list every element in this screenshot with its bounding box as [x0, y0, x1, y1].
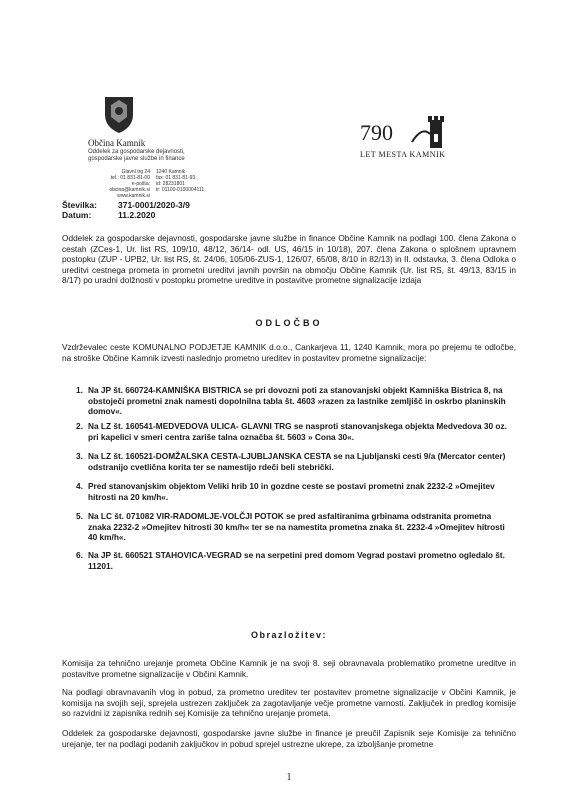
- item-text: Pred stanovanjskim objektom Veliki hrib 10 in gozdne ceste se postavi prometni znak 2232-2 »Omejitev hitrosti na 20 km/h«.: [88, 481, 495, 502]
- date-label: Datum:: [62, 210, 92, 220]
- contact-web: www.kamnik.si: [117, 193, 150, 199]
- contact-fax: fax: 01 831-81-93: [156, 175, 196, 181]
- item-text: Na LC št. 071082 VIR-RADOMLJE-VOLČJI POTOK se pred asfaltiranima grbinama odstranita prometna znaka 2232-2 »Omejitev hitrosti 30 km/h« ter se na namestita prometna znaka št. 2232-4 »Omejitev hitrosti 40 km/h«.: [88, 511, 505, 543]
- contact-account: tr: 01100-0100004111: [156, 187, 205, 193]
- contact-address: Glavni trg 24: [121, 169, 150, 175]
- anniversary-text: LET MESTA KAMNIK: [360, 150, 446, 159]
- item-number: 1.: [76, 385, 83, 395]
- contact-phone: tel.: 01 831-81-00: [110, 175, 150, 181]
- org-name: Občina Kamnik: [88, 138, 146, 148]
- item-text: Na LZ št. 160541-MEDVEDOVA ULICA- GLAVNI TRG se nasproti stanovanjskega objekta Medvedova 30 oz. pri kapelici v smeri centra zariše talna označba št. 5603 » Cona 30«.: [88, 421, 507, 442]
- item-number: 5.: [76, 511, 83, 521]
- dept-line-1: Oddelek za gospodarske dejavnosti,: [88, 149, 185, 155]
- reasoning-paragraph-3: Oddelek za gospodarske dejavnosti, gospodarske javne službe in finance je preučil Zapisnik seje Komisije za tehnično urejanje, ter na podlagi podanih zaključkov in pobud sprejel ustrezne ukrepe, za izboljšanje prometne: [62, 728, 516, 749]
- municipality-crest-logo: [102, 93, 136, 135]
- decision-item-3: [76, 451, 508, 472]
- decision-item-2: [76, 421, 508, 442]
- dept-line-2: gospodarske javne službe in finance: [88, 156, 185, 162]
- castle-tower-icon: [408, 112, 468, 150]
- anniversary-number: 790: [360, 120, 393, 145]
- contact-email: e-pošta: obcina@kamnik.si: [109, 181, 150, 193]
- item-number: 6.: [76, 550, 83, 560]
- anniversary-logo: [352, 112, 472, 168]
- date-value: 11.2.2020: [118, 210, 156, 220]
- reasoning-paragraph-1: Komisija za tehnično urejanje prometa Občine Kamnik je na svoji 8. seji obravnavala problematiko prometne ureditve in postavitve prometne signalizacije v Občini Kamnik.: [62, 658, 516, 679]
- decision-intro: Vzdrževalec ceste KOMUNALNO PODJETJE KAMNIK d.o.o., Cankarjeva 11, 1240 Kamnik, mora po prejemu te odločbe, na stroške Občine Kamnik izvesti naslednjo prometno ureditev in postavitev prometne signalizacije:: [62, 342, 516, 363]
- contact-id: id: 28231801: [156, 181, 185, 187]
- decision-item-5: [76, 511, 508, 543]
- item-text: Na LZ št. 160521-DOMŽALSKA CESTA-LJUBLJANSKA CESTA se na Ljubljanski cesti 9/a (Mercator center) odstranijo cvetlična korita ter se namestijo rdeči beli stebrički.: [88, 451, 506, 472]
- decision-title: ODLOČBO: [255, 318, 323, 328]
- item-text: Na JP št. 660724-KAMNIŠKA BISTRICA se pri dovozni poti za stanovanjski objekt Kamniška Bistrica 8, na obstoječi prometni znak namesti dopolnilna tabla št. 4603 »razen za lastnike zemljišč in oskrbo planinskih domov«.: [88, 385, 506, 417]
- item-number: 2.: [76, 421, 83, 431]
- intro-paragraph: Oddelek za gospodarske dejavnosti, gospodarske javne službe in finance Občine Kamnik na podlagi 100. člena Zakona o cestah (ZCes-1, Ur. list RS, 109/10, 48/12, 36/14- odl. US, 46/15 in 10/18), 207. člena Zakona o splošnem upravnem postopku (ZUP - UPB2, Ur. list RS, št. 24/06, 105/06-ZUS-1, 126/07, 65/08, 8/10 in 82/13) in II. odstavka, 3. člena Odloka o ureditvi cestnega prometa in prometni ureditvi javnih površin na območju Občine Kamnik (Ur. list RS, št. 49/13, 83/15 in 8/17) po uradni dolžnosti v postopku prometne ureditve in postavitve prometne signalizacije izdaja: [62, 233, 516, 286]
- contact-city: 1240 Kamnik: [156, 169, 186, 175]
- contact-left: [90, 169, 150, 199]
- item-text: Na JP št. 660521 STAHOVICA-VEGRAD se na serpetini pred domom Vegrad postavi prometno ogledalo št. 11201.: [88, 550, 505, 571]
- decision-item-4: [76, 481, 508, 502]
- item-number: 3.: [76, 451, 83, 461]
- number-value: 371-0001/2020-3/9: [118, 200, 190, 210]
- decision-item-1: [76, 385, 508, 417]
- decision-item-6: [76, 550, 508, 571]
- item-number: 4.: [76, 481, 83, 491]
- reasoning-paragraph-2: Na podlagi obravnavanih vlog in pobud, za prometno ureditev ter postavitev prometne signalizacije v Občini Kamnik, je komisija na svojih seji, sprejela ustrezen zaključek za zagotavljanje večje prometne varnosti. Zaključek in predlog komisije so razvidni iz zapisnika rednih sej Komisije za tehnično urejanje prometa.: [62, 687, 516, 719]
- contact-right: [156, 169, 226, 193]
- number-label: Številka:: [62, 200, 97, 210]
- page-number: 1: [286, 772, 292, 783]
- reasoning-title: Obrazložitev:: [250, 630, 327, 640]
